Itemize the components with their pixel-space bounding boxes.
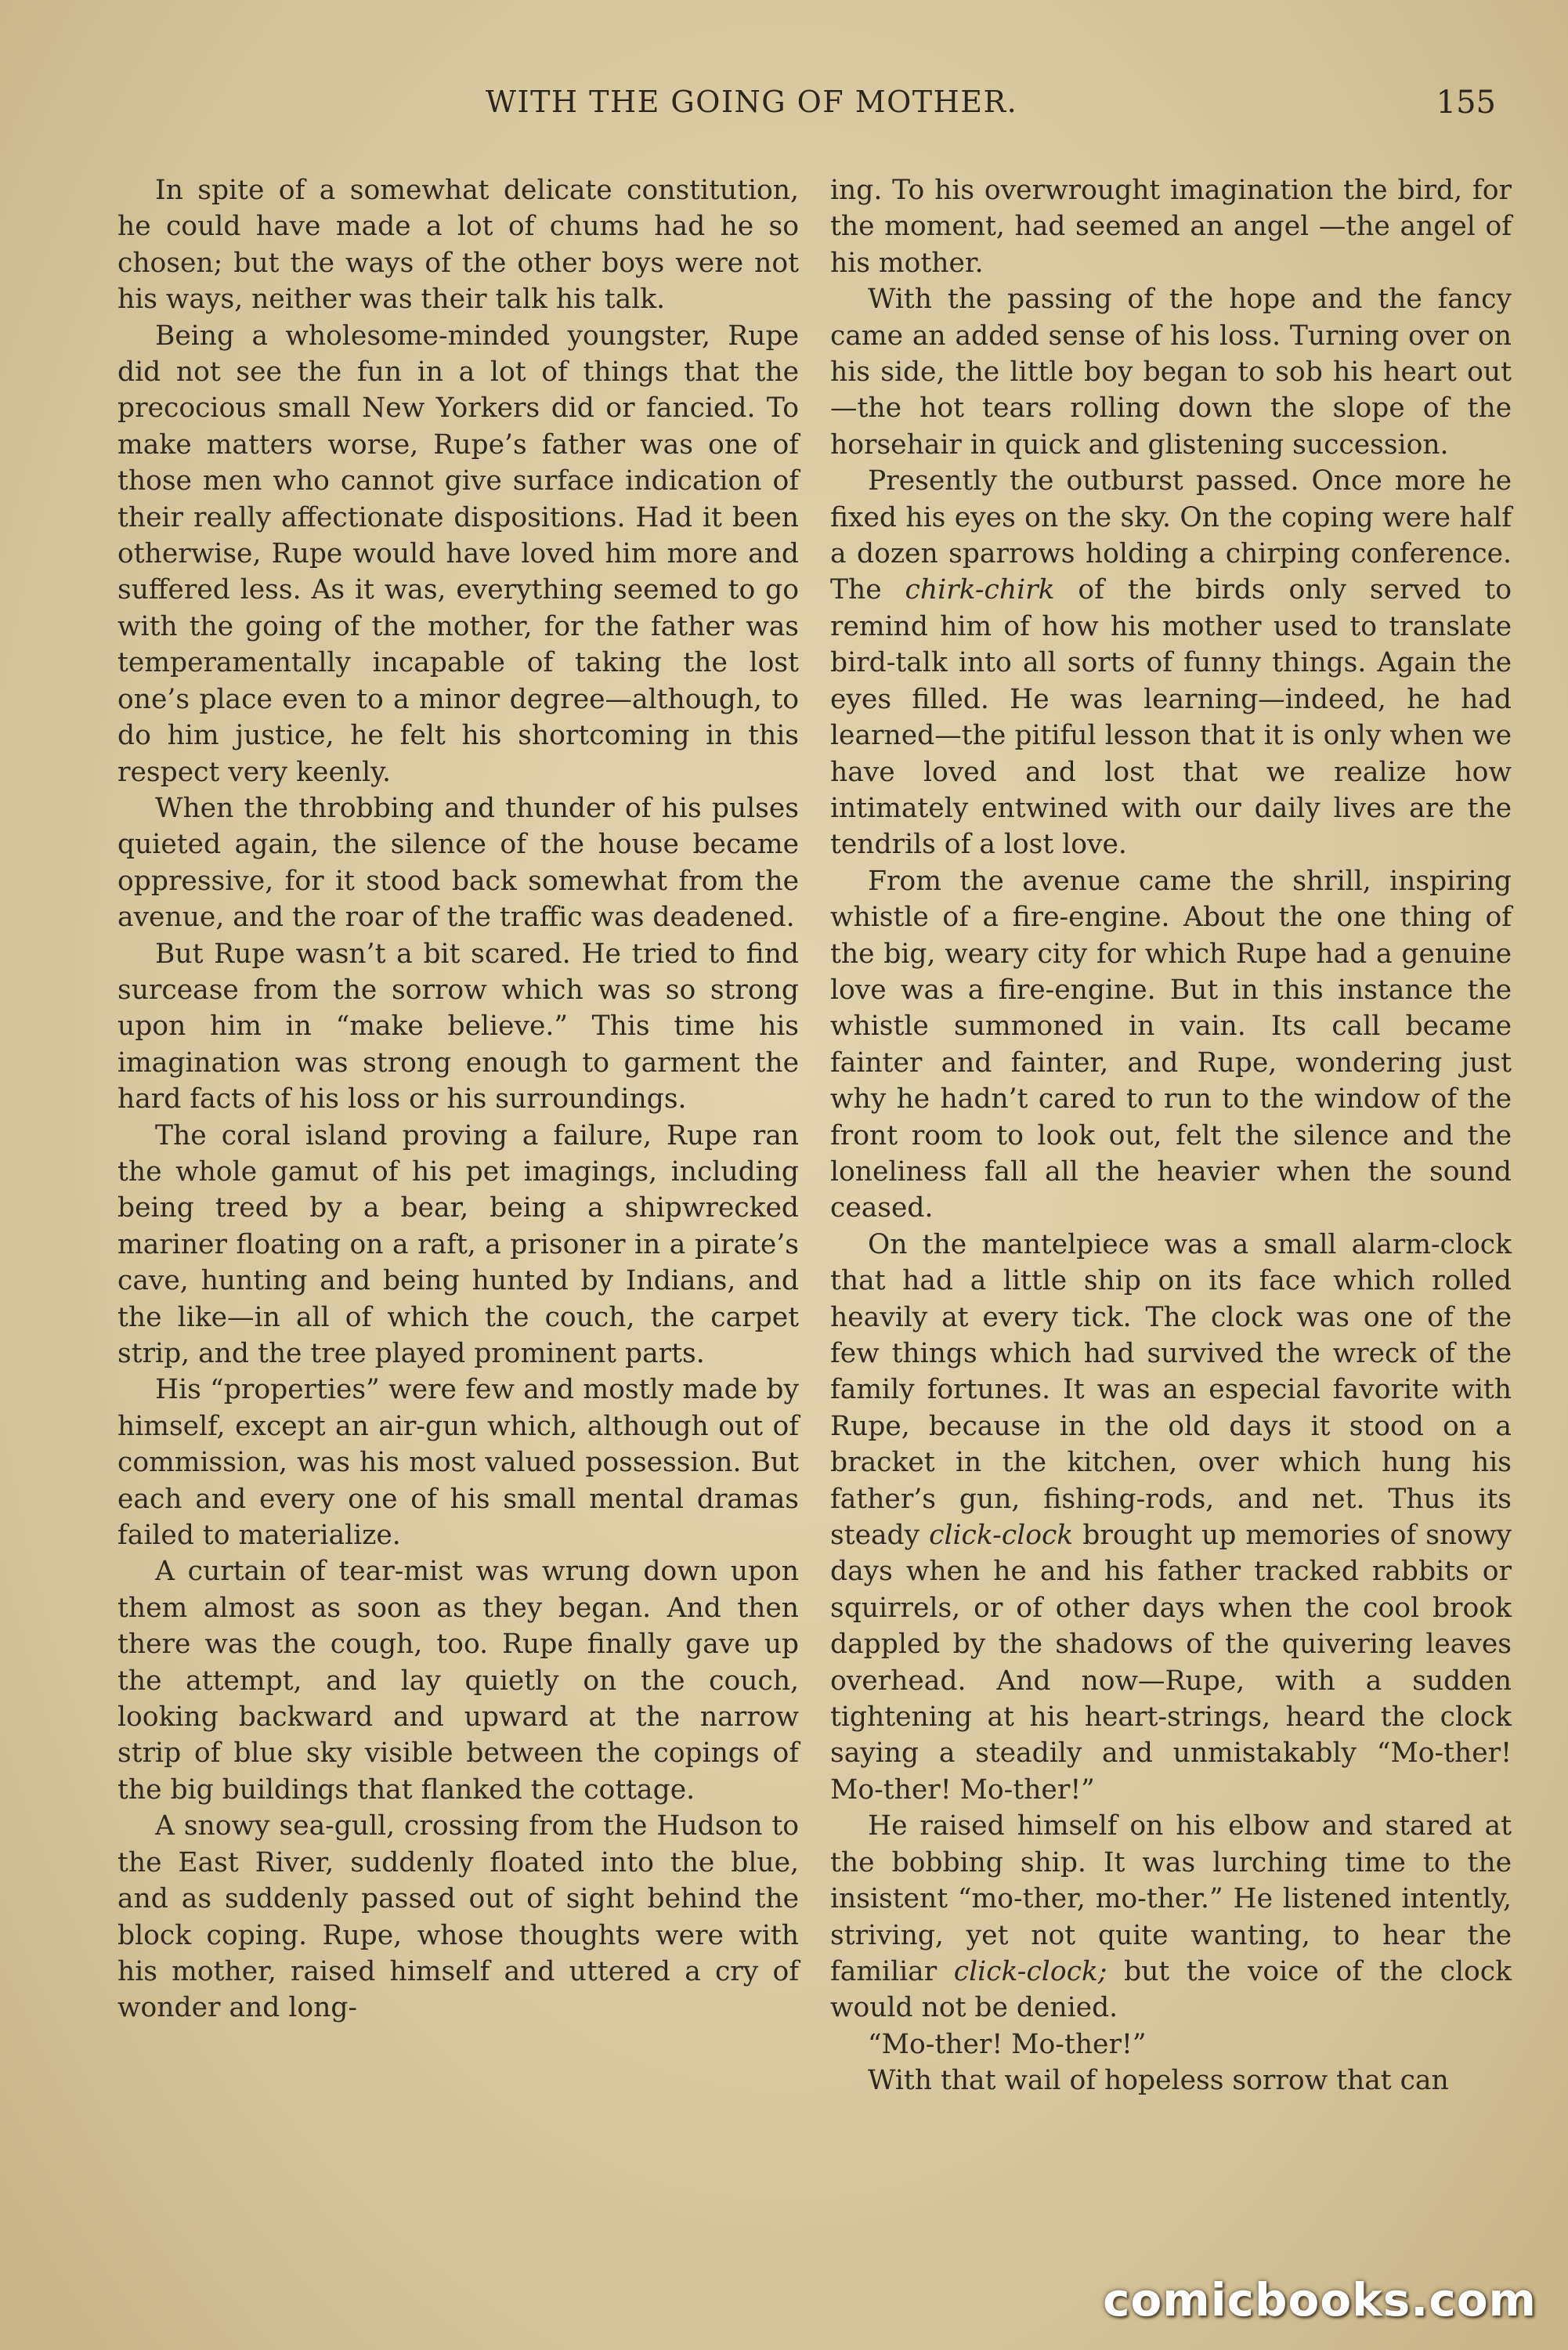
page-header <box>117 85 1496 139</box>
paragraph: “Mo-ther! Mo-ther!” <box>868 2028 1147 2060</box>
italic-text: click-clock; <box>953 1955 1107 1987</box>
text-run: brought up memories of snowy days when he and his father tracked rabbits or squirrels, or of other days when the cool brook dappled by the shadows of the quivering leaves overhead. And now—Rupe, with a sudden tightening at his heart-strings, heard the clock saying a steadily and unmistakably “Mo-ther! Mo-ther! Mo-ther!” <box>830 1520 1512 1806</box>
text-run: of the birds only served to remind him of how his mother used to translate bird-talk into all sorts of funny things. Again the eyes filled. He was learning—indeed, he had learned—the pitiful lesson that it is only when we have loved and lost that we realize how intimately entwined with our daily lives are the tendrils of a lost love. <box>830 574 1512 861</box>
paragraph: His “properties” were few and mostly made by himself, except an air-gun which, although out of commission, was his most valued possession. But each and every one of his small mental dramas failed to materialize. <box>117 1374 799 1552</box>
italic-text: chirk-chirk <box>905 574 1055 606</box>
paragraph: With that wail of hopeless sorrow that can <box>868 2065 1449 2097</box>
paragraph: The coral island proving a failure, Rupe ran the whole gamut of his pet imagings, including being treed by a bear, being a shipwrecked mariner floating on a raft, a prisoner in a pirate’s cave, hunting and being hunted by Indians, and the like—in all of which the couch, the carpet strip, and the tree played prominent parts. <box>117 1119 799 1369</box>
text-run: Presently the outburst passed. Once more he fixed his eyes on the sky. On the coping were half a dozen sparrows holding a chirping conference. The <box>830 465 1512 606</box>
watermark: comicbooks.com <box>1103 2273 1537 2326</box>
paragraph: From the avenue came the shrill, inspiring whistle of a fire-engine. About the one thing of the big, weary city for which Rupe had a genuine love was a fire-engine. But in this instance the whistle summoned in vain. Its call became fainter and fainter, and Rupe, wondering just why he hadn’t cared to run to the window of the front room to look out, felt the silence and the loneliness fall all the heavier when the sound ceased. <box>830 865 1512 1224</box>
paragraph: But Rupe wasn’t a bit scared. He tried to find surcease from the sorrow which was so strong upon him in “make believe.” This time his imagination was strong enough to garment the hard facts of his loss or his surroundings. <box>117 938 799 1115</box>
paragraph: In spite of a somewhat delicate constitution, he could have made a lot of chums had he so chosen; but the ways of the other boys were not his ways, neither was their talk his talk. <box>117 175 799 316</box>
right-column <box>830 172 1512 2099</box>
paragraph <box>830 1227 1512 1809</box>
left-column <box>117 172 799 2026</box>
text-run: but the voice of the clock would not be denied. <box>830 1955 1512 2024</box>
text-run: He raised himself on his elbow and stared at the bobbing ship. It was lurching time to the insistent “mo-ther, mo-ther.” He listened intently, striving, yet not quite wanting, to hear the familiar <box>830 1810 1512 1987</box>
paragraph <box>830 463 1512 862</box>
text-run: On the mantelpiece was a small alarm-clock that had a little ship on its face which rolled heavily at every tick. The clock was one of the few things which had survived the wreck of the family fortunes. It was an especial favorite with Rupe, because in the old days it stood on a bracket in the kitchen, over which hung his father’s gun, fishing-rods, and net. Thus its steady <box>830 1228 1512 1552</box>
italic-text: click-clock <box>929 1520 1074 1552</box>
paragraph: A snowy sea-gull, crossing from the Hudson to the East River, suddenly floated into the blue, and as suddenly passed out of sight behind the block coping. Rupe, whose thoughts were with his mother, raised himself and uttered a cry of wonder and long- <box>117 1810 799 2024</box>
paragraph: A curtain of tear-mist was wrung down upon them almost as soon as they began. And then there was the cough, too. Rupe finally gave up the attempt, and lay quietly on the couch, looking backward and upward at the narrow strip of blue sky visible between the copings of the big buildings that flanked the cottage. <box>117 1556 799 1806</box>
paragraph: Being a wholesome-minded youngster, Rupe did not see the fun in a lot of things that the precocious small New Yorkers did or fancied. To make matters worse, Rupe’s father was one of those men who cannot give surface indication of their really affectionate dispositions. Had it been otherwise, Rupe would have loved him more and suffered less. As it was, everything seemed to go with the going of the mother, for the father was temperamentally incapable of taking the lost one’s place even to a minor degree—although, to do him justice, he felt his shortcoming in this respect very keenly. <box>117 320 799 788</box>
paragraph-continuation: ing. To his overwrought imagination the bird, for the moment, had seemed an angel —the angel of his mother. <box>830 175 1512 279</box>
page-number: 155 <box>1436 85 1496 121</box>
paragraph: When the throbbing and thunder of his pulses quieted again, the silence of the house became oppressive, for it stood back somewhat from the avenue, and the roar of the traffic was deadened. <box>117 792 799 934</box>
paragraph: With the passing of the hope and the fancy came an added sense of his loss. Turning over on his side, the little boy began to sob his heart out—the hot tears rolling down the slope of the horsehair in quick and glistening succession. <box>830 284 1512 461</box>
running-title: WITH THE GOING OF MOTHER. <box>486 85 1018 119</box>
paragraph <box>830 1808 1512 2026</box>
